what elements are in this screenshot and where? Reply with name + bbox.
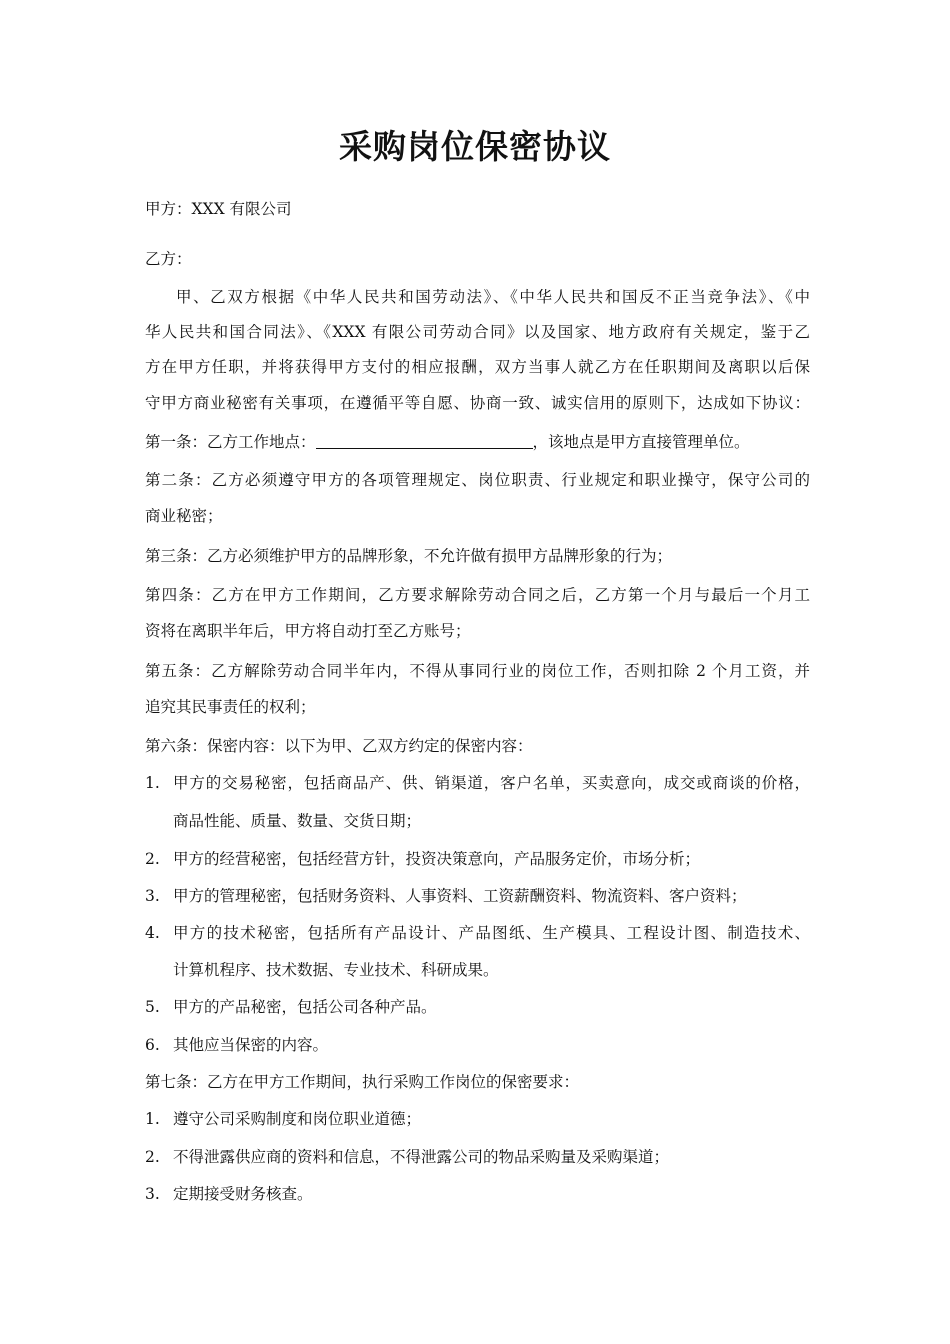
article-1-suffix: ，该地点是甲方直接管理单位。 (532, 433, 750, 451)
article-7-item-3-number: 3. (145, 1185, 160, 1203)
article-6-item-4-line-1: 甲方的技术秘密，包括所有产品设计、产品图纸、生产模具、工程设计图、制造技术、 (173, 924, 810, 942)
article-6-heading: 第六条：保密内容：以下为甲、乙双方约定的保密内容： (145, 737, 533, 755)
article-5-line-1: 第五条：乙方解除劳动合同半年内，不得从事同行业的岗位工作，否则扣除 2 个月工资，并 (145, 662, 810, 680)
preamble-line-2: 华人民共和国合同法》、《XXX 有限公司劳动合同》以及国家、地方政府有关规定，鉴于乙 (145, 323, 810, 341)
article-6-item-2-number: 2. (145, 850, 160, 868)
article-6-item-1-number: 1. (145, 774, 160, 792)
preamble-line-1: 甲、乙双方根据《中华人民共和国劳动法》、《中华人民共和国反不正当竞争法》、《中 (176, 288, 810, 306)
article-7-item-1-number: 1. (145, 1110, 160, 1128)
document-title: 采购岗位保密协议 (339, 127, 611, 166)
article-1 (145, 431, 810, 453)
article-6-item-2-line-1: 甲方的经营秘密，包括经营方针，投资决策意向，产品服务定价，市场分析； (173, 850, 701, 868)
work-location-blank[interactable] (316, 432, 533, 449)
article-6-item-5-line-1: 甲方的产品秘密，包括公司各种产品。 (173, 998, 437, 1016)
article-6-item-6-number: 6. (145, 1036, 160, 1054)
party-a: 甲方：XXX 有限公司 (145, 200, 292, 218)
article-3: 第三条：乙方必须维护甲方的品牌形象，不允许做有损甲方品牌形象的行为； (145, 547, 673, 565)
preamble-line-3: 方在甲方任职，并将获得甲方支付的相应报酬，双方当事人就乙方在任职期间及离职以后保 (145, 358, 810, 376)
article-6-item-1-line-2: 商品性能、质量、数量、交货日期； (173, 812, 422, 830)
preamble-line-4: 守甲方商业秘密有关事项，在遵循平等自愿、协商一致、诚实信用的原则下，达成如下协议： (145, 394, 810, 412)
party-b: 乙方： (145, 250, 192, 268)
article-6-item-3-number: 3. (145, 887, 160, 905)
article-6-item-4-number: 4. (145, 924, 160, 942)
article-7-heading: 第七条：乙方在甲方工作期间，执行采购工作岗位的保密要求： (145, 1073, 580, 1091)
article-6-item-3-line-1: 甲方的管理秘密，包括财务资料、人事资料、工资薪酬资料、物流资料、客户资料； (173, 887, 747, 905)
article-1-prefix: 第一条：乙方工作地点： (145, 433, 316, 451)
article-6-item-5-number: 5. (145, 998, 160, 1016)
article-7-item-3-line-1: 定期接受财务核查。 (173, 1185, 313, 1203)
article-7-item-1-line-1: 遵守公司采购制度和岗位职业道德； (173, 1110, 422, 1128)
article-7-item-2-line-1: 不得泄露供应商的资料和信息，不得泄露公司的物品采购量及采购渠道； (173, 1148, 670, 1166)
article-6-item-1-line-1: 甲方的交易秘密，包括商品产、供、销渠道，客户名单，买卖意向，成交或商谈的价格， (173, 774, 810, 792)
article-2-line-2: 商业秘密； (145, 507, 223, 525)
article-6-item-4-line-2: 计算机程序、技术数据、专业技术、科研成果。 (173, 961, 499, 979)
article-5-line-2: 追究其民事责任的权利； (145, 698, 316, 716)
article-7-item-2-number: 2. (145, 1148, 160, 1166)
article-4-line-1: 第四条：乙方在甲方工作期间，乙方要求解除劳动合同之后，乙方第一个月与最后一个月工 (145, 586, 810, 604)
article-4-line-2: 资将在离职半年后，甲方将自动打至乙方账号； (145, 622, 471, 640)
article-2-line-1: 第二条：乙方必须遵守甲方的各项管理规定、岗位职责、行业规定和职业操守，保守公司的 (145, 471, 810, 489)
article-6-item-6-line-1: 其他应当保密的内容。 (173, 1036, 329, 1054)
